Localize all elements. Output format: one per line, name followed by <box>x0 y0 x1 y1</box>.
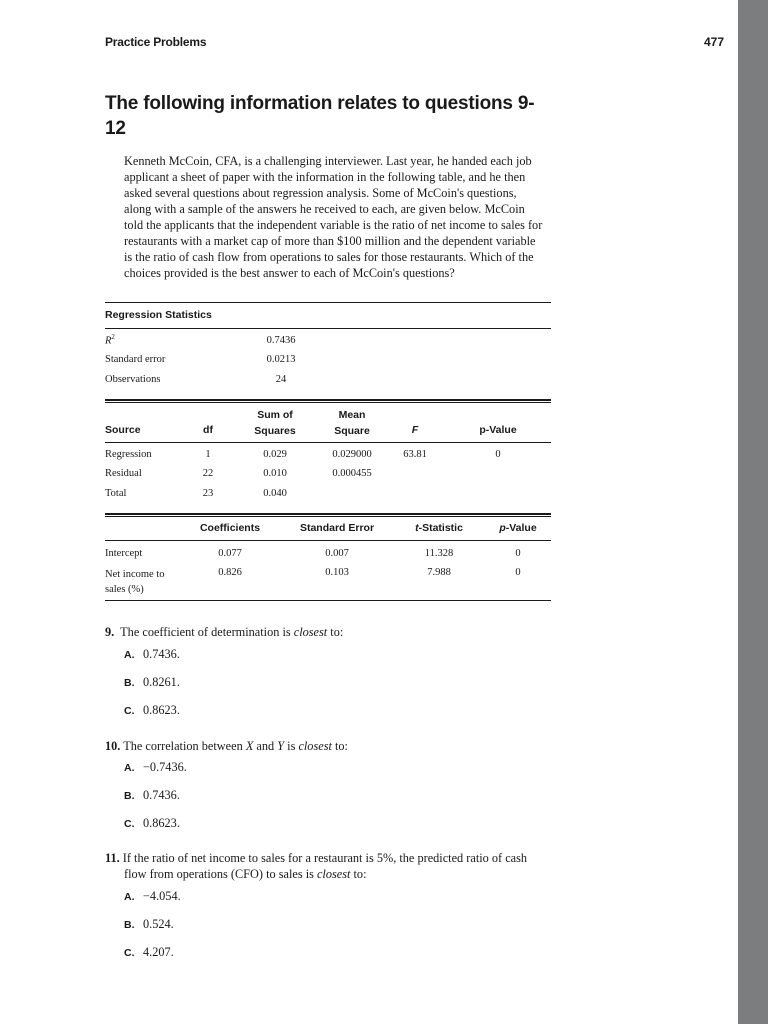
question-11-option-b: B. 0.524. <box>124 917 174 931</box>
table-rule <box>105 442 551 443</box>
anova-header-df: df <box>203 424 213 436</box>
anova-cell-df: 1 <box>205 449 211 460</box>
question-10-option-a: A. −0.7436. <box>124 760 187 774</box>
anova-header-p-value: p-Value <box>479 424 517 436</box>
question-10-option-c: C. 0.8623. <box>124 816 180 830</box>
section-title: The following information relates to questions 9-12 <box>105 93 535 139</box>
coef-header-coefficients: Coefficients <box>199 522 261 534</box>
table-rule <box>105 513 551 515</box>
coef-cell-standard-error: 0.103 <box>325 567 349 578</box>
table-rule <box>105 402 551 403</box>
coef-header-p-value: p-Value <box>499 522 537 534</box>
anova-cell-ms: 0.000455 <box>332 468 372 479</box>
anova-header-mean-square: Mean Square <box>334 409 370 437</box>
anova-header-source: Source <box>105 424 141 436</box>
anova-cell-source: Regression <box>105 449 152 460</box>
question-9-option-c: C. 0.8623. <box>124 703 180 717</box>
anova-header-f: F <box>411 424 419 436</box>
table-rule <box>105 302 551 303</box>
coef-cell-coefficient: 0.077 <box>218 548 242 559</box>
anova-cell-ss: 0.040 <box>263 488 287 499</box>
coef-cell-t-statistic: 7.988 <box>427 567 451 578</box>
anova-cell-source: Total <box>105 488 127 499</box>
table-rule <box>105 399 551 401</box>
question-number: 11. <box>105 851 120 865</box>
stat-label-r2: $R^2$ <box>105 333 115 347</box>
question-9: 9. The coefficient of determination is closest to: <box>105 625 344 639</box>
table-rule <box>105 328 551 329</box>
question-10: 10. The correlation between X and Y is closest to: <box>105 739 348 753</box>
anova-cell-df: 23 <box>202 488 214 499</box>
table-rule <box>105 516 551 517</box>
anova-cell-ss: 0.029 <box>263 449 287 460</box>
question-9-option-b: B. 0.8261. <box>124 675 180 689</box>
table-rule <box>105 540 551 541</box>
anova-cell-ss: 0.010 <box>263 468 287 479</box>
coef-header-standard-error: Standard Error <box>299 522 375 534</box>
anova-cell-ms: 0.029000 <box>332 449 372 460</box>
coef-cell-coefficient: 0.826 <box>218 567 242 578</box>
anova-cell-p: 0 <box>495 449 501 460</box>
running-header: Practice Problems <box>105 35 207 49</box>
anova-cell-df: 22 <box>202 468 214 479</box>
coef-header-t-statistic: t-Statistic <box>415 522 463 534</box>
question-number: 9. <box>105 625 115 639</box>
page-number: 477 <box>703 35 724 49</box>
stat-value-standard-error: 0.0213 <box>266 354 296 365</box>
question-11-option-c: C. 4.207. <box>124 945 174 959</box>
coef-cell-p-value: 0 <box>515 567 521 578</box>
question-11-option-a: A. −4.054. <box>124 889 181 903</box>
question-11: 11. If the ratio of net income to sales for a restaurant is 5%, the predicted ratio of cash flow from operations (CFO) to sales is closest to: <box>105 851 528 881</box>
coef-cell-standard-error: 0.007 <box>325 548 349 559</box>
stat-label-standard-error: Standard error <box>105 354 166 365</box>
question-number: 10. <box>105 739 121 753</box>
question-10-option-b: B. 0.7436. <box>124 788 180 802</box>
intro-paragraph: Kenneth McCoin, CFA, is a challenging interviewer. Last year, he handed each job applicant a sheet of paper with the information in the following table, and he then asked several questions about regression analysis. Some of McCoin's questions, along with a sample of the answers he received to each, are given below. McCoin told the applicants that the independent variable is the ratio of net income to sales for restaurants with a market cap of more than $100 million and the dependent variable is the ratio of cash flow from operations to sales for those restaurants. Which of the choices provided is the best answer to each of McCoin's questions? <box>124 154 543 280</box>
page-edge-bar <box>738 0 768 1024</box>
anova-header-sum-of-squares: Sum of Squares <box>254 409 296 437</box>
anova-cell-source: Residual <box>105 468 142 479</box>
anova-cell-f: 63.81 <box>403 449 427 460</box>
table-rule <box>105 600 551 601</box>
regression-statistics-heading: Regression Statistics <box>105 309 212 321</box>
stat-label-observations: Observations <box>105 374 161 385</box>
stat-value-r2: 0.7436 <box>266 335 296 346</box>
coef-cell-t-statistic: 11.328 <box>424 548 454 559</box>
question-9-option-a: A. 0.7436. <box>124 647 180 661</box>
stat-value-observations: 24 <box>275 374 287 385</box>
coef-cell-p-value: 0 <box>515 548 521 559</box>
coef-cell-label: Net income to sales (%) <box>105 569 165 595</box>
coef-cell-label: Intercept <box>105 548 143 559</box>
